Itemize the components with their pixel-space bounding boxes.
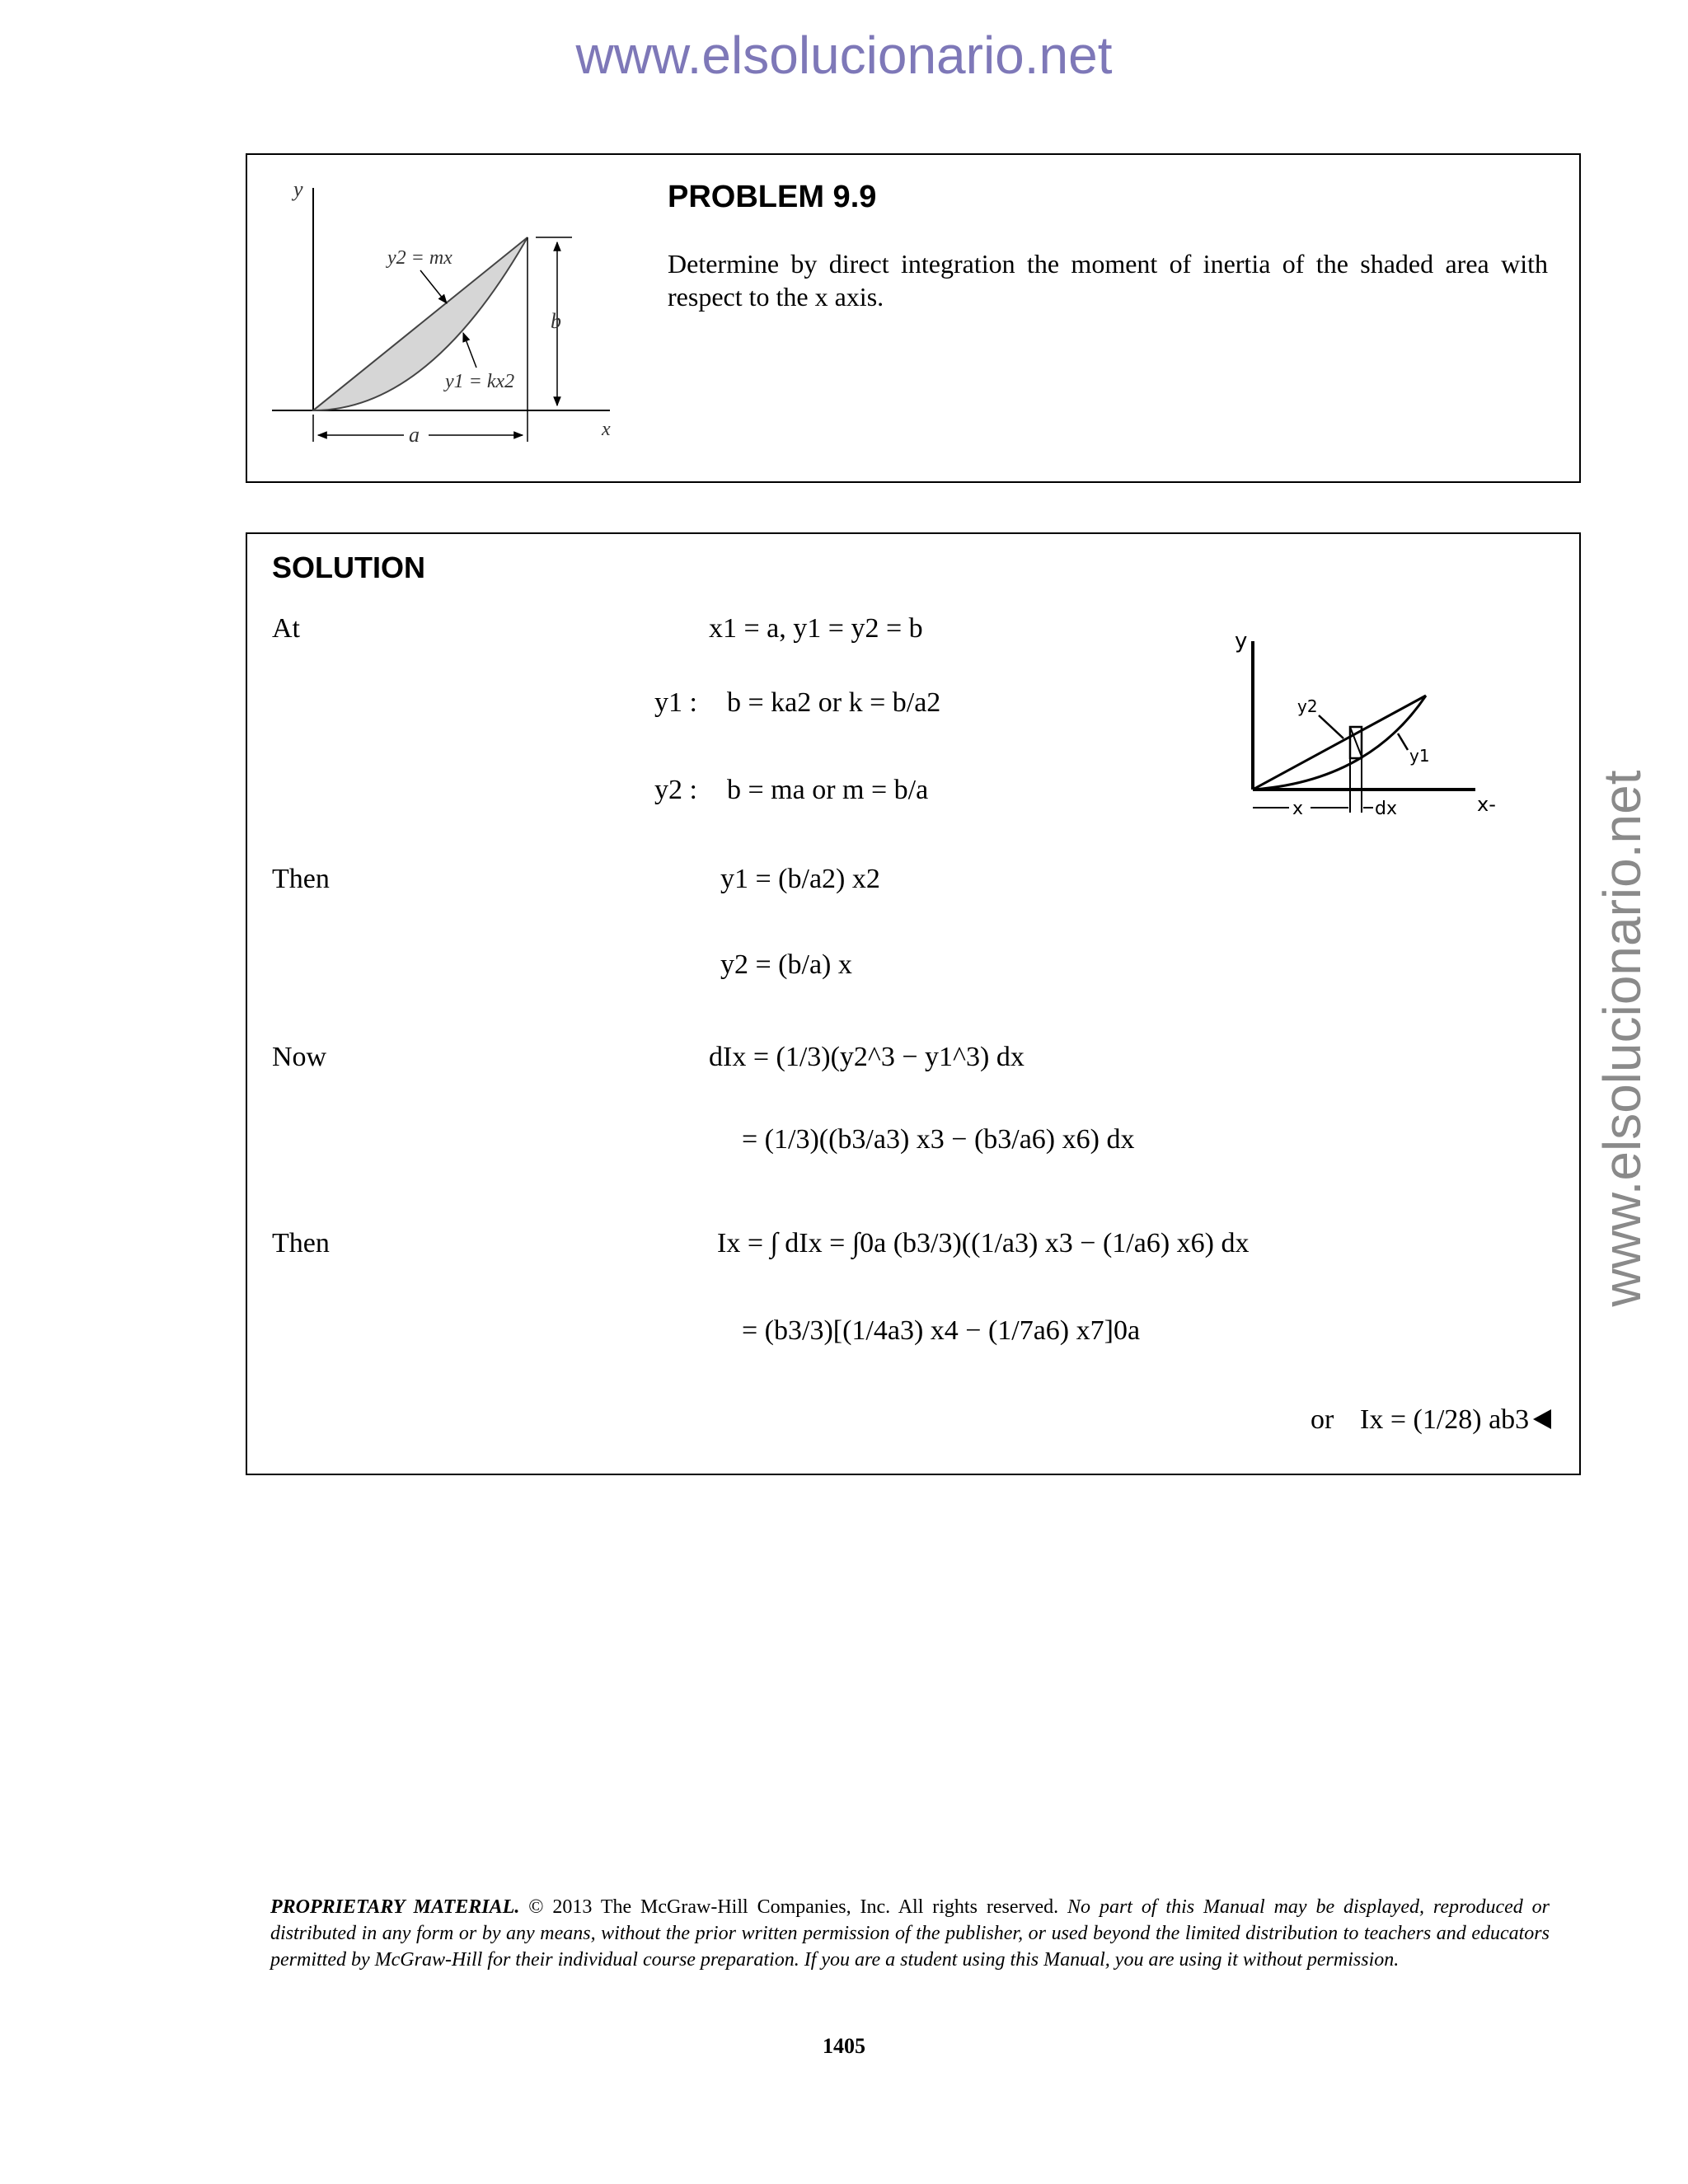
sketch-y2-label: y2 xyxy=(1297,696,1318,716)
equation-y1: b = ka2 or k = b/a2 xyxy=(727,687,941,718)
equation-y1-prefix: y1 : xyxy=(654,687,697,718)
page-number: 1405 xyxy=(823,2034,865,2058)
sketch-y-label: y xyxy=(1235,629,1248,654)
figure-y-label: y xyxy=(293,177,303,201)
figure-b-label: b xyxy=(551,309,561,333)
solution-sketch xyxy=(1228,625,1508,839)
label-then-1: Then xyxy=(272,864,330,894)
equation-at: x1 = a, y1 = y2 = b xyxy=(709,613,923,644)
label-at: At xyxy=(272,613,300,644)
label-then-2: Then xyxy=(272,1228,330,1258)
solution-box xyxy=(246,532,1581,1475)
equation-Ix-1: Ix = ∫ dIx = ∫0a (b3/3)((1/a3) x3 − (1/a6) x6) dx xyxy=(717,1228,1250,1258)
problem-box xyxy=(246,153,1581,483)
equation-then-y2: y2 = (b/a) x xyxy=(720,949,852,980)
footer-italic: No part of this Manual may be displayed, reproduced or distributed in any form or by any means, without the prior written permission of the publisher, or used beyond the limited distribution to teachers and educators permitted by McGraw-Hill for their individual course preparation. If you are a student using this Manual, you are using it without permission. xyxy=(270,1896,1550,1971)
problem-title: PROBLEM 9.9 xyxy=(668,180,877,214)
curve-lower-label: y1 = kx2 xyxy=(445,371,515,392)
figure-x-label: x xyxy=(602,419,611,440)
result-marker-icon xyxy=(1531,1408,1553,1431)
figure-a-label: a xyxy=(409,423,420,447)
final-result: Ix = (1/28) ab3 xyxy=(1360,1404,1530,1435)
footer-normal: © 2013 The McGraw-Hill Companies, Inc. All rights reserved. xyxy=(519,1896,1068,1918)
watermark-top: www.elsolucionario.net xyxy=(575,26,1113,85)
problem-figure xyxy=(247,155,643,476)
equation-Ix-2: = (b3/3)[(1/4a3) x4 − (1/7a6) x7]0a xyxy=(742,1315,1141,1346)
equation-y2-prefix: y2 : xyxy=(654,775,697,805)
sketch-x-label: x- xyxy=(1477,793,1496,816)
watermark-side: www.elsolucionario.net xyxy=(1592,770,1652,1307)
copyright-footer xyxy=(270,1894,1550,1973)
equation-then-y1: y1 = (b/a2) x2 xyxy=(720,864,880,894)
curve-upper-label: y2 = mx xyxy=(387,247,452,269)
footer-bold: PROPRIETARY MATERIAL. xyxy=(270,1896,520,1918)
equation-y2: b = ma or m = b/a xyxy=(727,775,929,805)
label-now: Now xyxy=(272,1042,327,1072)
equation-dI-1: dIx = (1/3)(y2^3 − y1^3) dx xyxy=(709,1042,1025,1072)
sketch-y1-label: y1 xyxy=(1409,746,1430,766)
label-or: or xyxy=(1311,1404,1334,1435)
sketch-line xyxy=(1253,696,1426,790)
sketch-dx-dim: dx xyxy=(1375,799,1397,819)
equation-dI-2: = (1/3)((b3/a3) x3 − (b3/a6) x6) dx xyxy=(742,1124,1135,1155)
solution-title: SOLUTION xyxy=(272,551,425,584)
sketch-x-dim: x xyxy=(1292,799,1304,819)
problem-statement: Determine by direct integration the moment of inertia of the shaded area with respect to the x axis. xyxy=(668,249,1548,312)
